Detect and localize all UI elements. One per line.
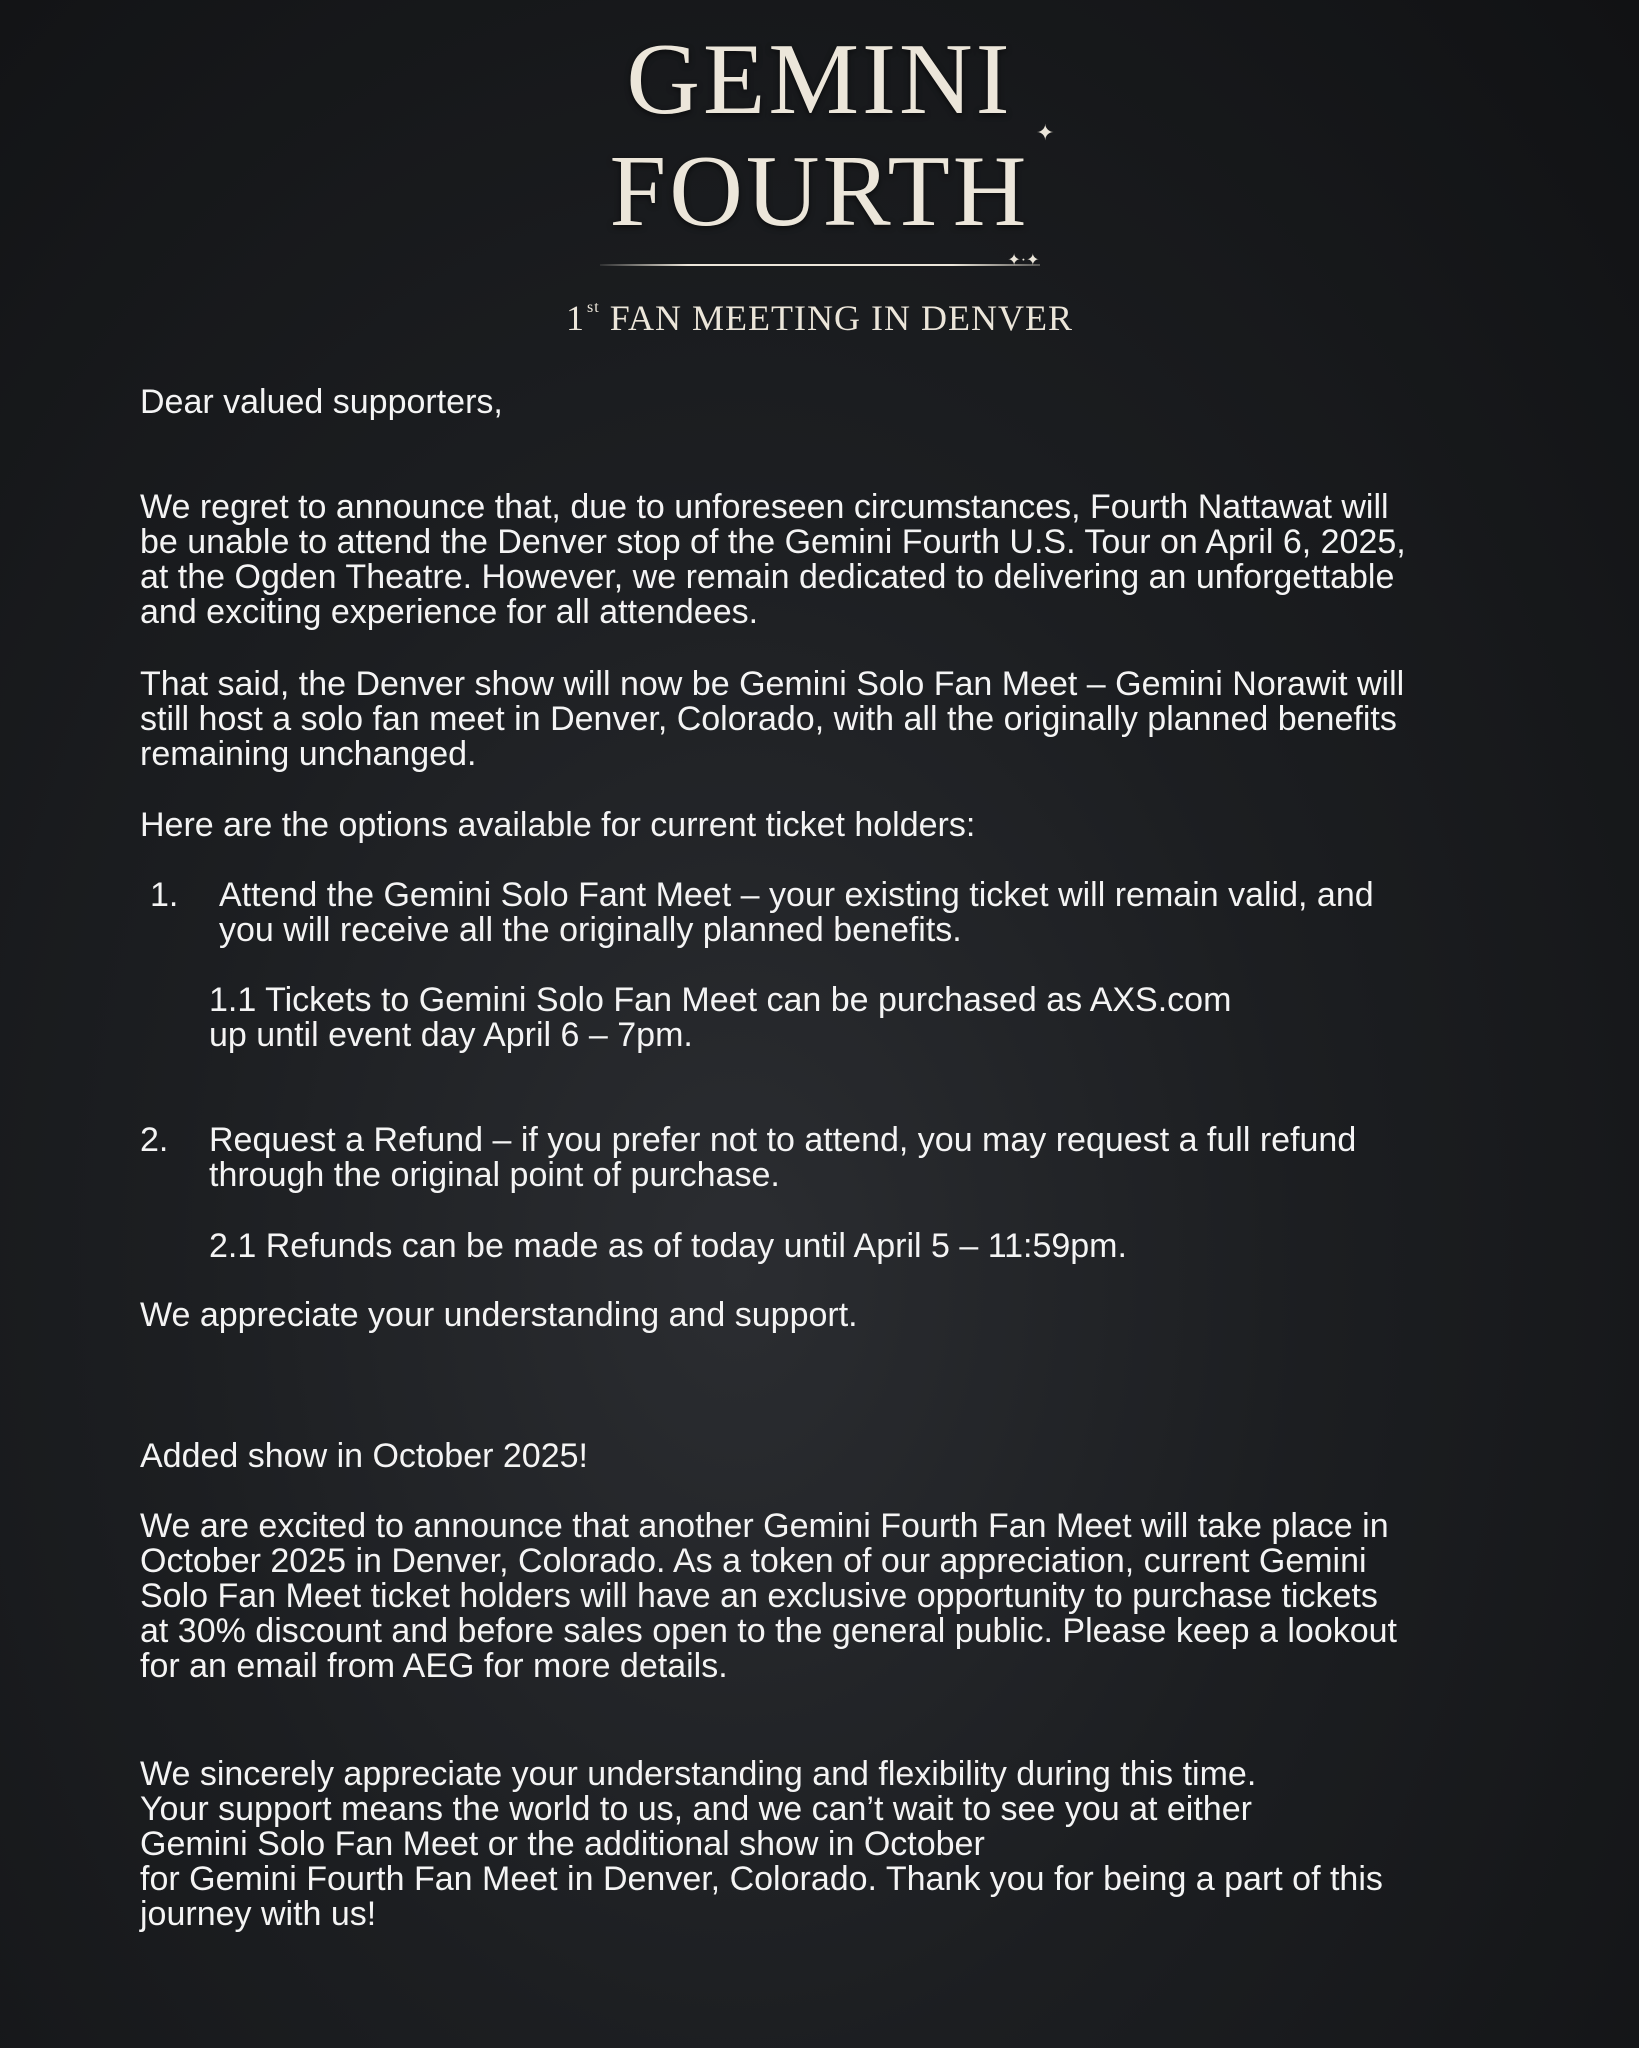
- option-1-text: Attend the Gemini Solo Fant Meet – your existing ticket will remain valid, and you will receive all the originally planned benefits.: [219, 876, 1374, 949]
- logo-line-gemini: GEMINI: [626, 23, 1013, 136]
- logo-divider: [600, 252, 1040, 269]
- option-1-sub: 1.1 Tickets to Gemini Solo Fan Meet can be purchased as AXS.com up until event day April 6 – 7pm.: [209, 981, 1232, 1054]
- event-logo: [0, 24, 1639, 340]
- star-sparkle-icon: ✦: [1036, 120, 1055, 145]
- added-show-heading: Added show in October 2025!: [140, 1437, 588, 1475]
- option-1-number: 1.: [150, 876, 179, 914]
- greeting: Dear valued supporters,: [140, 383, 503, 421]
- option-2-sub: 2.1 Refunds can be made as of today until April 5 – 11:59pm.: [209, 1227, 1127, 1265]
- option-2-text: Request a Refund – if you prefer not to attend, you may request a full refund through the original point of purchase.: [209, 1121, 1357, 1194]
- sparkle-icon: ✦·✦: [1007, 252, 1040, 269]
- paragraph-solo-fan-meet: That said, the Denver show will now be Gemini Solo Fan Meet – Gemini Norawit will still host a solo fan meet in Denver, Colorado, with all the originally planned benefits remaining unchanged.: [140, 665, 1405, 773]
- logo-subtitle: [0, 286, 1639, 340]
- logo-line-fourth: FOURTH: [609, 135, 1030, 248]
- closing-paragraph: We sincerely appreciate your understanding and flexibility during this time. Your support means the world to us, and we can’t wait to see you at either Gemini Solo Fan Meet or the additional show in October for Gemini Fourth Fan Meet in Denver, Colorado. Thank you for being a part of this journey with us!: [140, 1755, 1383, 1933]
- subtitle-text: FAN MEETING IN DENVER: [609, 298, 1073, 338]
- subtitle-ordinal-suffix: st: [587, 299, 600, 316]
- options-intro: Here are the options available for current ticket holders:: [140, 806, 976, 844]
- subtitle-ordinal: 1: [566, 298, 586, 338]
- option-2-number: 2.: [140, 1121, 169, 1159]
- paragraph-announcement: We regret to announce that, due to unforeseen circumstances, Fourth Nattawat will be unable to attend the Denver stop of the Gemini Fourth U.S. Tour on April 6, 2025, at the Ogden Theatre. However, we remain dedicated to delivering an unforgettable and exciting experience for all attendees.: [140, 488, 1406, 631]
- appreciation-line: We appreciate your understanding and support.: [140, 1296, 858, 1334]
- added-show-paragraph: We are excited to announce that another Gemini Fourth Fan Meet will take place in October 2025 in Denver, Colorado. As a token of our appreciation, current Gemini Solo Fan Meet ticket holders will have an exclusive opportunity to purchase tickets at 30% discount and before sales open to the general public. Please keep a lookout for an email from AEG for more details.: [140, 1507, 1397, 1685]
